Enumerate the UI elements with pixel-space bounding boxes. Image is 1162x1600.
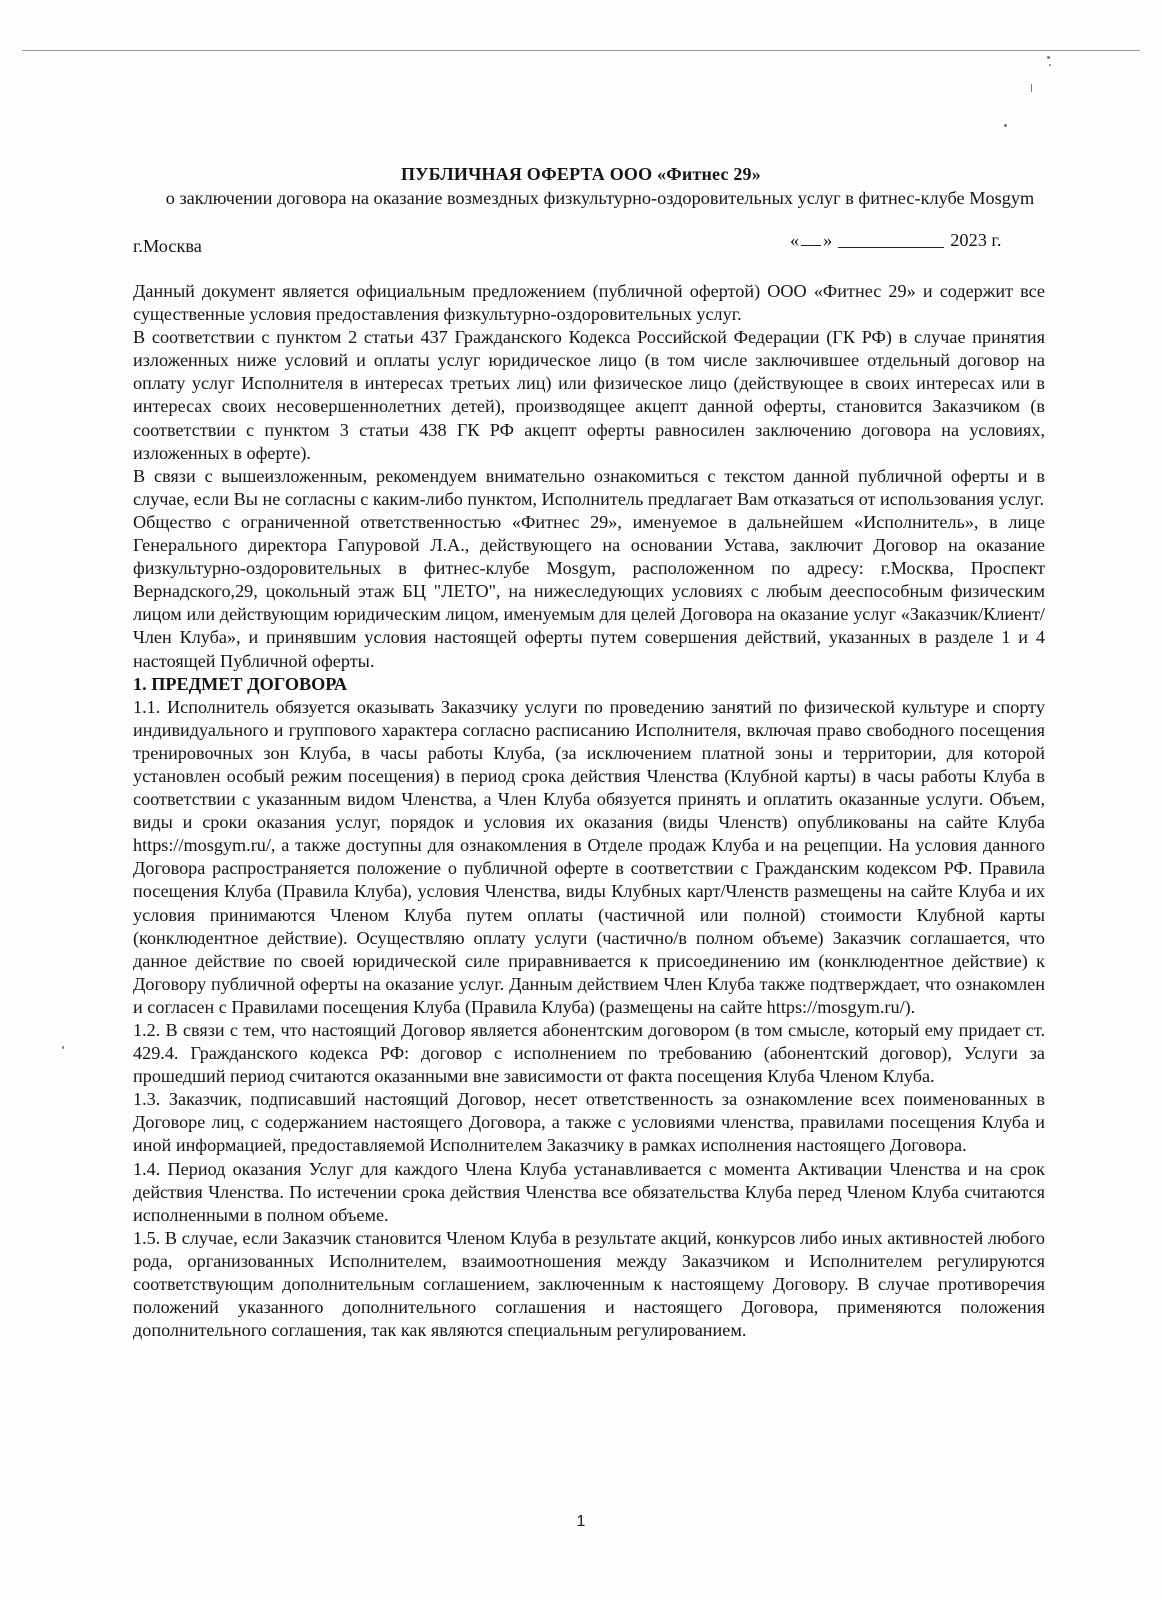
month-blank: [838, 247, 944, 248]
intro-paragraph: В связи с вышеизложенным, рекомендуем внимательно ознакомиться с текстом данной публичной оферты и в случае, если Вы не согласны с каким-либо пунктом, Исполнитель предлагает Вам отказаться от использования услуг.: [133, 465, 1045, 509]
scan-speck: [1004, 124, 1007, 127]
scan-top-rule: [22, 50, 1140, 51]
day-blank: [801, 245, 821, 246]
page-number: 1: [576, 1513, 586, 1530]
document-title: ПУБЛИЧНАЯ ОФЕРТА ООО «Фитнес 29»: [401, 164, 761, 184]
clause-paragraph: 1.3. Заказчик, подписавший настоящий Договор, несет ответственность за ознакомление всех поименованных в Договоре лиц, с содержанием настоящего Договора, а также с условиями членства, правилами посещения Клуба и иной информацией, предоставляемой Исполнителем Заказчику в рамках исполнения настоящего Договора.: [133, 1089, 1045, 1156]
scan-speck: [1049, 64, 1051, 66]
document-subtitle: о заключении договора на оказание возмездных физкультурно-оздоровительных услуг в фитнес-клубе Mosgym: [165, 188, 1035, 208]
scan-speck: [1031, 84, 1032, 92]
clause-paragraph: 1.5. В случае, если Заказчик становится Членом Клуба в результате акций, конкурсов либо иных активностей любого рода, организованных Исполнителем, взаимоотношения между Заказчиком и Исполнителем регулируются соответствующим дополнительным соглашением, заключенным к настоящему Договору. В случае противоречия положений указанного дополнительного соглашения и настоящего Договора, применяются положения дополнительного соглашения, так как являются специальным регулированием.: [133, 1227, 1045, 1341]
intro-paragraph: Общество с ограниченной ответственностью «Фитнес 29», именуемое в дальнейшем «Исполнитель», в лице Генерального директора Гапуровой Л.А., действующего на основании Устава, заключит Договор на оказание физкультурно-оздоровительных в фитнес-клубе Mosgym, расположенном по адресу: г.Москва, Проспект Вернадского,29, цокольный этаж БЦ "ЛЕТО", на нижеследующих условиях с любым дееспособным физическим лицом или действующим юридическим лицом, именуемым для целей Договора на оказание услуг «Заказчик/Клиент/Член Клуба», и принявшим условия настоящей оферты путем совершения действий, указанных в разделе 1 и 4 настоящей Публичной оферты.: [133, 511, 1045, 671]
date-open-quote: «: [790, 230, 800, 250]
clause-paragraph: 1.4. Период оказания Услуг для каждого Члена Клуба устанавливается с момента Активации Членства и на срок действия Членства. По истечении срока действия Членства все обязательства Клуба перед Членом Клуба считаются исполненными в полном объеме.: [133, 1158, 1045, 1225]
scan-speck: [62, 1046, 64, 1049]
scan-speck: [1047, 56, 1050, 59]
document-date: [790, 230, 1001, 251]
document-city: г.Москва: [133, 236, 202, 256]
section-heading: 1. ПРЕДМЕТ ДОГОВОРА: [133, 673, 348, 694]
intro-paragraph: Данный документ является официальным предложением (публичной офертой) ООО «Фитнес 29» и содержит все существенные условия предоставления физкультурно-оздоровительных услуг.: [133, 281, 1045, 325]
clause-paragraph: 1.1. Исполнитель обязуется оказывать Заказчику услуги по проведению занятий по физической культуре и спорту индивидуального и группового характера согласно расписанию Исполнителя, включая право свободного посещения тренировочных зон Клуба, в часы работы Клуба, (за исключением платной зоны и территории, для которой установлен особый режим посещения) в период срока действия Членства (Клубной карты) в часы работы Клуба в соответствии с указанным видом Членства, а Член Клуба обязуется принять и оплатить оказанные услуги. Объем, виды и сроки оказания услуг, порядок и условия их оказания (виды Членств) опубликованы на сайте Клуба https://mosgym.ru/, а также доступны для ознакомления в Отделе продаж Клуба и на рецепции. На условия данного Договора распространяется положение о публичной оферте в соответствии с Гражданским кодексом РФ. Правила посещения Клуба (Правила Клуба), условия Членства, виды Клубных карт/Членств размещены на сайте Клуба и их условия принимаются Членом Клуба путем оплаты (частичной или полной) стоимости Клубной карты (конклюдентное действие). Осуществляю оплату услуги (частично/в полном объеме) Заказчик соглашается, что данное действие по своей юридической силе приравнивается к присоединению им (конклюдентное действие) к Договору публичной оферты на оказание услуг. Данным действием Член Клуба также подтверждает, что ознакомлен и согласен с Правилами посещения Клуба (Правила Клуба) (размещены на сайте https://mosgym.ru/).: [133, 696, 1045, 1017]
clause-paragraph: 1.2. В связи с тем, что настоящий Договор является абонентским договором (в том смысле, который ему придает ст. 429.4. Гражданского кодекса РФ: договор с исполнением по требованию (абонентский договор), Услуги за прошедший период считаются оказанными вне зависимости от факта посещения Клуба Членом Клуба.: [133, 1020, 1045, 1087]
date-close-quote: »: [823, 230, 833, 250]
intro-paragraph: В соответствии с пунктом 2 статьи 437 Гражданского Кодекса Российской Федерации (ГК РФ) в случае принятия изложенных ниже условий и оплаты услуг юридическое лицо (в том числе заключившее отдельный договор на оплату услуг Исполнителя в интересах третьих лиц) или физическое лицо (действующее в своих интересах или в интересах своих несовершеннолетних детей), производящее акцепт данной оферты, становится Заказчиком (в соответствии с пунктом 3 статьи 438 ГК РФ акцепт оферты равносилен заключению договора на условиях, изложенных в оферте).: [133, 327, 1045, 463]
document-body: [133, 280, 1045, 1342]
date-year: 2023 г.: [950, 230, 1002, 250]
